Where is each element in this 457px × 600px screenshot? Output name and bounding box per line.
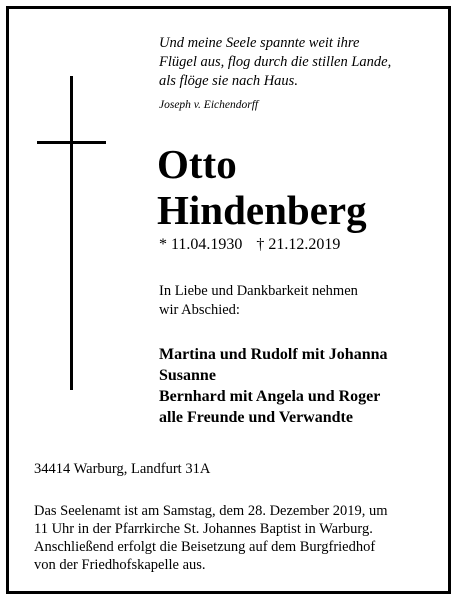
cross-icon bbox=[70, 76, 73, 390]
quote-author: Joseph v. Eichendorff bbox=[159, 99, 259, 111]
mourner-line: alle Freunde und Verwandte bbox=[159, 409, 353, 426]
mourners-list bbox=[159, 344, 388, 428]
service-details: Das Seelenamt ist am Samstag, dem 28. Dezember 2019, um 11 Uhr in der Pfarrkirche St. Johannes Baptist in Warburg. Anschließend erfolgt die Beisetzung auf dem Burgfriedhof von der Friedhofskapelle aus. bbox=[34, 503, 388, 573]
cross-icon-crossbar bbox=[37, 141, 106, 144]
family-address: 34414 Warburg, Landfurt 31A bbox=[34, 461, 211, 477]
poem-quote: Und meine Seele spannte weit ihre Flügel aus, flog durch die stillen Lande, als flöge sie nach Haus. bbox=[159, 35, 392, 89]
mourner-line: Bernhard mit Angela und Roger bbox=[159, 388, 381, 405]
birth-date: * 11.04.1930 bbox=[159, 236, 243, 253]
deceased-name: Otto Hindenberg bbox=[157, 141, 367, 233]
mourner-line: Susanne bbox=[159, 367, 216, 384]
farewell-text: In Liebe und Dankbarkeit nehmen wir Abschied: bbox=[159, 283, 358, 318]
death-date: † 21.12.2019 bbox=[256, 236, 341, 253]
mourner-line: Martina und Rudolf mit Johanna bbox=[159, 346, 388, 363]
life-dates bbox=[159, 236, 340, 254]
